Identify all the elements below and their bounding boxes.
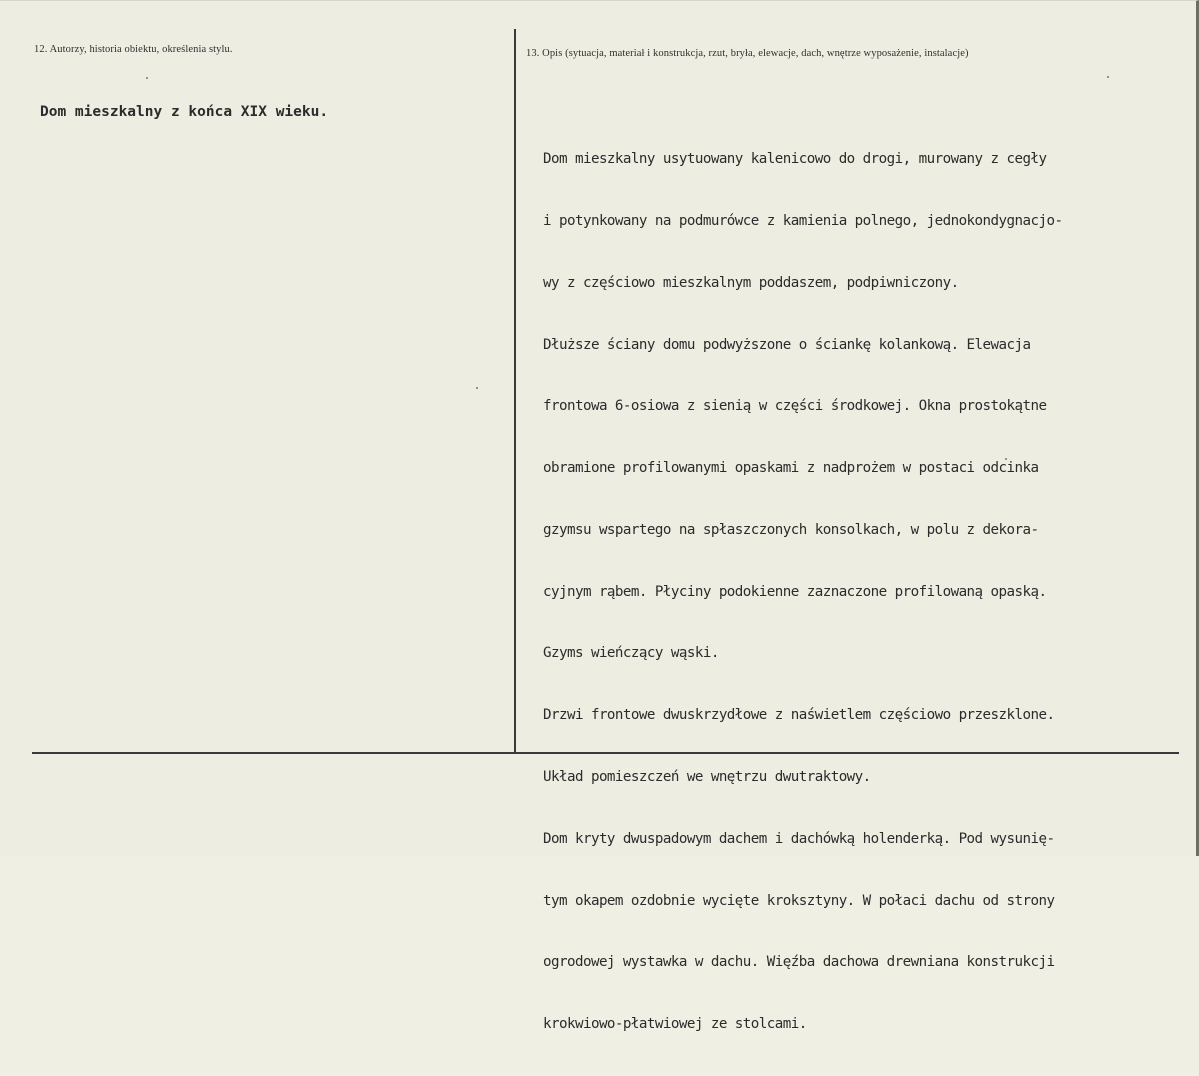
description-line: wy z częściowo mieszkalnym poddaszem, podpiwniczony. <box>543 274 959 291</box>
bottom-rule <box>32 752 1179 754</box>
field-12-label: 12. Autorzy, historia obiektu, określenia stylu. <box>34 44 233 55</box>
paper-speck <box>476 387 478 389</box>
field-12-text: Dom mieszkalny z końca XIX wieku. <box>40 104 329 120</box>
column-divider <box>514 29 516 754</box>
field-13-label: 13. Opis (sytuacja, materiał i konstrukcja, rzut, bryła, elewacje, dach, wnętrze wyposażenie, instalacje) <box>526 48 969 59</box>
description-line: Dłuższe ściany domu podwyższone o ściankę kolankową. Elewacja <box>543 336 1031 353</box>
description-line: gzymsu wspartego na spłaszczonych konsolkach, w polu z dekora- <box>543 521 1039 538</box>
paper-speck <box>146 77 148 79</box>
description-line: Układ pomieszczeń we wnętrzu dwutraktowy. <box>543 769 871 785</box>
field-13-description <box>543 108 1062 1076</box>
description-line: krokwiowo-płatwiowej ze stolcami. <box>543 1016 807 1033</box>
description-line: Gzyms wieńczący wąski. <box>543 645 719 662</box>
paper-speck <box>1005 458 1007 460</box>
description-line: Dom kryty dwuspadowym dachem i dachówką holenderką. Pod wysunię- <box>543 830 1055 847</box>
description-line: obramione profilowanymi opaskami z nadprożem w postaci odcinka <box>543 460 1039 477</box>
description-line: i potynkowany na podmurówce z kamienia polnego, jednokondygnacjo- <box>543 212 1063 229</box>
paper-speck <box>1107 76 1109 78</box>
description-line: tym okapem ozdobnie wycięte kroksztyny. W połaci dachu od strony <box>543 892 1055 909</box>
description-line: frontowa 6-osiowa z sienią w części środkowej. Okna prostokątne <box>543 398 1047 415</box>
description-line: Dom mieszkalny usytuowany kalenicowo do drogi, murowany z cegły <box>543 151 1047 168</box>
description-line: cyjnym rąbem. Płyciny podokienne zaznaczone profilowaną opaską. <box>543 583 1047 600</box>
description-line: ogrodowej wystawka w dachu. Więźba dachowa drewniana konstrukcji <box>543 954 1055 971</box>
description-line: Drzwi frontowe dwuskrzydłowe z naświetlem częściowo przeszklone. <box>543 707 1055 724</box>
